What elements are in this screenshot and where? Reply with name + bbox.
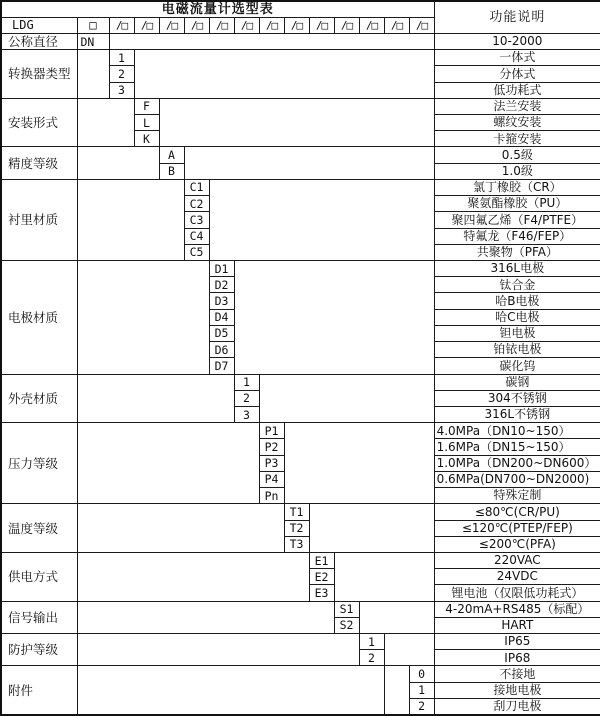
desc-cell: IP68 bbox=[434, 650, 600, 666]
group-label: 防护等级 bbox=[1, 634, 77, 666]
group-label: 供电方式 bbox=[1, 552, 77, 601]
code-cell: T3 bbox=[284, 536, 309, 552]
table-body bbox=[1, 1, 600, 715]
spacer-cell bbox=[77, 374, 234, 423]
code-cell: E2 bbox=[309, 569, 334, 585]
function-column-header: 功能说明 bbox=[434, 1, 600, 33]
desc-cell: 一体式 bbox=[434, 50, 600, 66]
desc-cell: 螺纹安装 bbox=[434, 115, 600, 131]
desc-cell: 220VAC bbox=[434, 552, 600, 568]
desc-cell: 碳化钨 bbox=[434, 358, 600, 374]
desc-cell: 聚氨酯橡胶（PU） bbox=[434, 196, 600, 212]
spacer-cell bbox=[234, 261, 434, 375]
model-slot-cell: /□ bbox=[384, 17, 409, 33]
model-prefix-cell: LDG bbox=[1, 17, 77, 33]
desc-cell: 4.0MPa（DN10~150） bbox=[434, 423, 600, 439]
code-cell: P3 bbox=[259, 455, 284, 471]
code-cell: P2 bbox=[259, 439, 284, 455]
spacer-cell bbox=[77, 666, 384, 715]
code-cell: F bbox=[134, 98, 159, 114]
code-cell: 1 bbox=[109, 50, 134, 66]
desc-cell: 共聚物（PFA） bbox=[434, 244, 600, 260]
code-cell: 2 bbox=[234, 390, 259, 406]
code-cell: E1 bbox=[309, 552, 334, 568]
spacer-cell bbox=[384, 634, 434, 666]
code-cell: E3 bbox=[309, 585, 334, 601]
spacer-cell bbox=[77, 261, 209, 375]
code-cell: C2 bbox=[184, 196, 209, 212]
code-cell: C5 bbox=[184, 244, 209, 260]
desc-cell: 接地电极 bbox=[434, 682, 600, 698]
desc-cell: 氯丁橡胶（CR） bbox=[434, 179, 600, 195]
model-slot-cell: /□ bbox=[184, 17, 209, 33]
spacer-cell bbox=[77, 98, 134, 147]
code-cell: C3 bbox=[184, 212, 209, 228]
page-title: 电磁流量计选型表 bbox=[1, 1, 434, 17]
model-slot-cell: /□ bbox=[334, 17, 359, 33]
desc-cell: 铂铱电极 bbox=[434, 342, 600, 358]
group-label: 外壳材质 bbox=[1, 374, 77, 423]
desc-cell: 316L电极 bbox=[434, 261, 600, 277]
model-slot-cell: /□ bbox=[359, 17, 384, 33]
code-cell: D2 bbox=[209, 277, 234, 293]
code-cell: 0 bbox=[409, 666, 434, 682]
group-label: 附件 bbox=[1, 666, 77, 715]
desc-cell: 0.6MPa(DN700~DN2000) bbox=[434, 471, 600, 487]
desc-cell: 316L不锈钢 bbox=[434, 406, 600, 422]
code-cell: B bbox=[159, 163, 184, 179]
desc-cell: 特殊定制 bbox=[434, 488, 600, 504]
model-slot-cell: /□ bbox=[134, 17, 159, 33]
spacer-cell bbox=[159, 98, 434, 147]
code-cell: P4 bbox=[259, 471, 284, 487]
desc-cell: 锂电池（仅限低功耗式） bbox=[434, 585, 600, 601]
group-label: 精度等级 bbox=[1, 147, 77, 179]
desc-cell: 0.5级 bbox=[434, 147, 600, 163]
code-cell: D5 bbox=[209, 325, 234, 341]
code-cell: D6 bbox=[209, 342, 234, 358]
desc-cell: 24VDC bbox=[434, 569, 600, 585]
desc-cell: HART bbox=[434, 617, 600, 633]
desc-cell: ≤80℃(CR/PU) bbox=[434, 504, 600, 520]
code-cell: C4 bbox=[184, 228, 209, 244]
model-slot-cell: /□ bbox=[209, 17, 234, 33]
code-cell: S2 bbox=[334, 617, 359, 633]
code-cell: Pn bbox=[259, 488, 284, 504]
desc-cell: 1.0MPa（DN200~DN600） bbox=[434, 455, 600, 471]
desc-cell: 1.6MPa（DN15~150） bbox=[434, 439, 600, 455]
desc-cell: 特氟龙（F46/FEP） bbox=[434, 228, 600, 244]
group-label: 转换器类型 bbox=[1, 50, 77, 99]
group-label: 温度等级 bbox=[1, 504, 77, 553]
desc-cell: 不接地 bbox=[434, 666, 600, 682]
code-cell: S1 bbox=[334, 601, 359, 617]
spacer-cell bbox=[134, 50, 434, 99]
desc-cell: 法兰安装 bbox=[434, 98, 600, 114]
group-label: 信号输出 bbox=[1, 601, 77, 633]
code-cell: 2 bbox=[109, 66, 134, 82]
desc-cell: ≤200℃(PFA) bbox=[434, 536, 600, 552]
desc-cell: 304不锈钢 bbox=[434, 390, 600, 406]
group-label: 压力等级 bbox=[1, 423, 77, 504]
code-cell: D4 bbox=[209, 309, 234, 325]
spacer-cell bbox=[77, 504, 284, 553]
code-cell: 3 bbox=[234, 406, 259, 422]
model-slot-cell: /□ bbox=[259, 17, 284, 33]
code-cell: K bbox=[134, 131, 159, 147]
spacer-cell bbox=[209, 179, 434, 260]
diameter-label: 公称直径 bbox=[1, 33, 77, 49]
code-cell: 3 bbox=[109, 82, 134, 98]
spacer-cell bbox=[184, 147, 434, 179]
gap-cell bbox=[384, 666, 409, 715]
spacer-cell bbox=[77, 552, 309, 601]
desc-cell: 碳钢 bbox=[434, 374, 600, 390]
code-cell: 1 bbox=[409, 682, 434, 698]
code-cell: D3 bbox=[209, 293, 234, 309]
desc-cell: 分体式 bbox=[434, 66, 600, 82]
code-cell: 1 bbox=[234, 374, 259, 390]
desc-cell: 低功耗式 bbox=[434, 82, 600, 98]
spacer-cell bbox=[334, 552, 434, 601]
code-cell: D7 bbox=[209, 358, 234, 374]
spacer-cell bbox=[284, 423, 434, 504]
diameter-code-cell: DN bbox=[77, 33, 109, 49]
code-cell: D1 bbox=[209, 261, 234, 277]
model-slot-cell: /□ bbox=[234, 17, 259, 33]
group-label: 安装形式 bbox=[1, 98, 77, 147]
desc-cell: 哈C电极 bbox=[434, 309, 600, 325]
code-cell: 1 bbox=[359, 634, 384, 650]
diameter-desc-cell: 10-2000 bbox=[434, 33, 600, 49]
code-cell: T1 bbox=[284, 504, 309, 520]
desc-cell: 1.0级 bbox=[434, 163, 600, 179]
group-label: 衬里材质 bbox=[1, 179, 77, 260]
desc-cell: 刮刀电极 bbox=[434, 698, 600, 715]
code-cell: C1 bbox=[184, 179, 209, 195]
code-cell: T2 bbox=[284, 520, 309, 536]
model-slot-cell: /□ bbox=[409, 17, 434, 33]
spacer-cell bbox=[259, 374, 434, 423]
group-label: 电极材质 bbox=[1, 261, 77, 375]
code-cell: L bbox=[134, 115, 159, 131]
desc-cell: 4-20mA+RS485（标配） bbox=[434, 601, 600, 617]
desc-cell: ≤120℃(PTEP/FEP) bbox=[434, 520, 600, 536]
spacer-cell bbox=[109, 33, 434, 49]
desc-cell: IP65 bbox=[434, 634, 600, 650]
spacer-cell bbox=[77, 179, 184, 260]
code-cell: 2 bbox=[359, 650, 384, 666]
spacer-cell bbox=[77, 634, 359, 666]
model-slot-cell: /□ bbox=[309, 17, 334, 33]
spacer-cell bbox=[77, 50, 109, 99]
model-slot-cell: /□ bbox=[284, 17, 309, 33]
code-cell: A bbox=[159, 147, 184, 163]
spacer-cell bbox=[359, 601, 434, 633]
spacer-cell bbox=[77, 423, 259, 504]
desc-cell: 卡箍安装 bbox=[434, 131, 600, 147]
desc-cell: 钛合金 bbox=[434, 277, 600, 293]
desc-cell: 钽电极 bbox=[434, 325, 600, 341]
desc-cell: 哈B电极 bbox=[434, 293, 600, 309]
model-box-cell: □ bbox=[77, 17, 109, 33]
spacer-cell bbox=[77, 601, 334, 633]
code-cell: 2 bbox=[409, 698, 434, 715]
code-cell: P1 bbox=[259, 423, 284, 439]
spacer-cell bbox=[77, 147, 159, 179]
spacer-cell bbox=[309, 504, 434, 553]
desc-cell: 聚四氟乙烯（F4/PTFE） bbox=[434, 212, 600, 228]
model-slot-cell: /□ bbox=[159, 17, 184, 33]
model-slot-cell: /□ bbox=[109, 17, 134, 33]
